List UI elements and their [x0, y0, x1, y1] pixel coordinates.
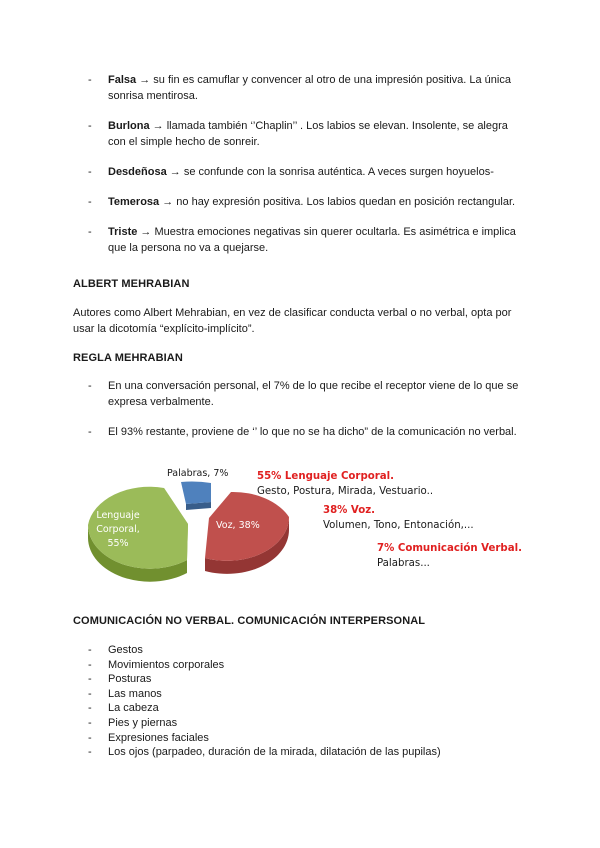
pie-label-voz: Voz, 38%: [216, 520, 260, 531]
list-item: [88, 716, 528, 731]
pie-label-lenguaje-line3: 55%: [107, 538, 129, 549]
smile-description: llamada también ‘’Chaplin’’ . Los labios se elevan. Insolente, se alegra con el simple hecho de sonreir.: [108, 120, 508, 148]
list-item-text: Movimientos corporales: [108, 658, 225, 671]
list-item: [88, 658, 528, 673]
bullet-dash: -: [88, 644, 92, 656]
bullet-dash: -: [88, 74, 92, 86]
smile-description: Muestra emociones negativas sin querer ocultarla. Es asimétrica e implica que la persona no va a quejarse.: [108, 226, 516, 254]
annotation-detail: Volumen, Tono, Entonación,...: [323, 520, 474, 531]
annotation-voz: [323, 503, 474, 533]
list-item-text: La cabeza: [108, 702, 159, 715]
list-item-text: Gestos: [108, 644, 143, 656]
pie-chart: [70, 455, 540, 585]
list-item-text: Posturas: [108, 673, 152, 686]
bullet-dash: -: [88, 746, 92, 759]
bullet-dash: -: [88, 702, 92, 715]
list-item: [88, 164, 528, 180]
arrow-icon: →: [152, 120, 164, 132]
list-item: [88, 745, 528, 760]
list-item: [88, 72, 528, 104]
list-item: [88, 378, 528, 410]
bullet-dash: -: [88, 196, 92, 208]
arrow-icon: →: [139, 74, 151, 86]
list-item: [88, 194, 528, 210]
pie-slice-palabras: [181, 482, 211, 504]
smile-term: Burlona: [108, 120, 150, 132]
bullet-dash: -: [88, 687, 92, 700]
list-item-text: Los ojos (parpadeo, duración de la mirada, dilatación de las pupilas): [108, 746, 441, 759]
list-item: [88, 643, 528, 658]
smile-types-list: [88, 72, 528, 256]
smile-description: se confunde con la sonrisa auténtica. A veces surgen hoyuelos-: [183, 166, 494, 178]
list-item-text: Las manos: [108, 687, 162, 700]
arrow-icon: →: [140, 226, 152, 238]
bullet-dash: -: [88, 120, 92, 132]
smile-term: Falsa: [108, 74, 137, 86]
comunicacion-list: [88, 643, 528, 760]
annotation-verbal: [377, 541, 522, 571]
bullet-dash: -: [88, 426, 92, 438]
pie-label-palabras: Palabras, 7%: [167, 468, 229, 479]
bullet-dash: -: [88, 166, 92, 178]
bullet-dash: -: [88, 226, 92, 238]
bullet-dash: -: [88, 658, 92, 671]
annotation-title: 7% Comunicación Verbal.: [377, 543, 522, 554]
section-heading-regla: REGLA MEHRABIAN: [73, 352, 183, 364]
section-heading-comunicacion: COMUNICACIÓN NO VERBAL. COMUNICACIÓN INTERPERSONAL: [73, 615, 426, 627]
bullet-dash: -: [88, 380, 92, 392]
smile-term: Temerosa: [108, 196, 160, 208]
annotation-detail: Gesto, Postura, Mirada, Vestuario..: [257, 486, 434, 497]
pie-label-lenguaje-line1: Lenguaje: [96, 510, 140, 521]
regla-item-text: En una conversación personal, el 7% de lo que recibe el receptor viene de lo que se expresa verbalmente.: [108, 380, 519, 408]
list-item: [88, 687, 528, 702]
smile-description: su fin es camuflar y convencer al otro de una impresión positiva. La única sonrisa mentirosa.: [108, 74, 511, 102]
arrow-icon: →: [169, 166, 181, 178]
annotation-lenguaje-corporal: [257, 469, 433, 499]
list-item: [88, 731, 528, 746]
section-heading-mehrabian: ALBERT MEHRABIAN: [73, 278, 190, 290]
annotation-detail: Palabras...: [377, 558, 430, 569]
arrow-icon: →: [162, 196, 174, 208]
bullet-dash: -: [88, 673, 92, 686]
smile-term: Desdeñosa: [108, 166, 167, 178]
annotation-title: 55% Lenguaje Corporal.: [257, 471, 395, 482]
pie-label-lenguaje-line2: Corporal,: [96, 524, 140, 535]
list-item: [88, 118, 528, 150]
list-item-text: Expresiones faciales: [108, 731, 209, 744]
mehrabian-paragraph: Autores como Albert Mehrabian, en vez de clasificar conducta verbal o no verbal, opta por usar la dicotomía “explícito-implícito”.: [73, 307, 512, 335]
bullet-dash: -: [88, 731, 92, 744]
bullet-dash: -: [88, 716, 92, 729]
list-item: [88, 424, 528, 440]
regla-list: [88, 378, 528, 440]
annotation-title: 38% Voz.: [323, 505, 376, 516]
list-item-text: Pies y piernas: [108, 716, 178, 729]
list-item: [88, 224, 528, 256]
smile-description: no hay expresión positiva. Los labios quedan en posición rectangular.: [176, 196, 516, 208]
list-item: [88, 701, 528, 716]
list-item: [88, 672, 528, 687]
smile-term: Triste: [108, 226, 138, 238]
regla-item-text: El 93% restante, proviene de ‘’ lo que no se ha dicho” de la comunicación no verbal.: [108, 426, 517, 438]
